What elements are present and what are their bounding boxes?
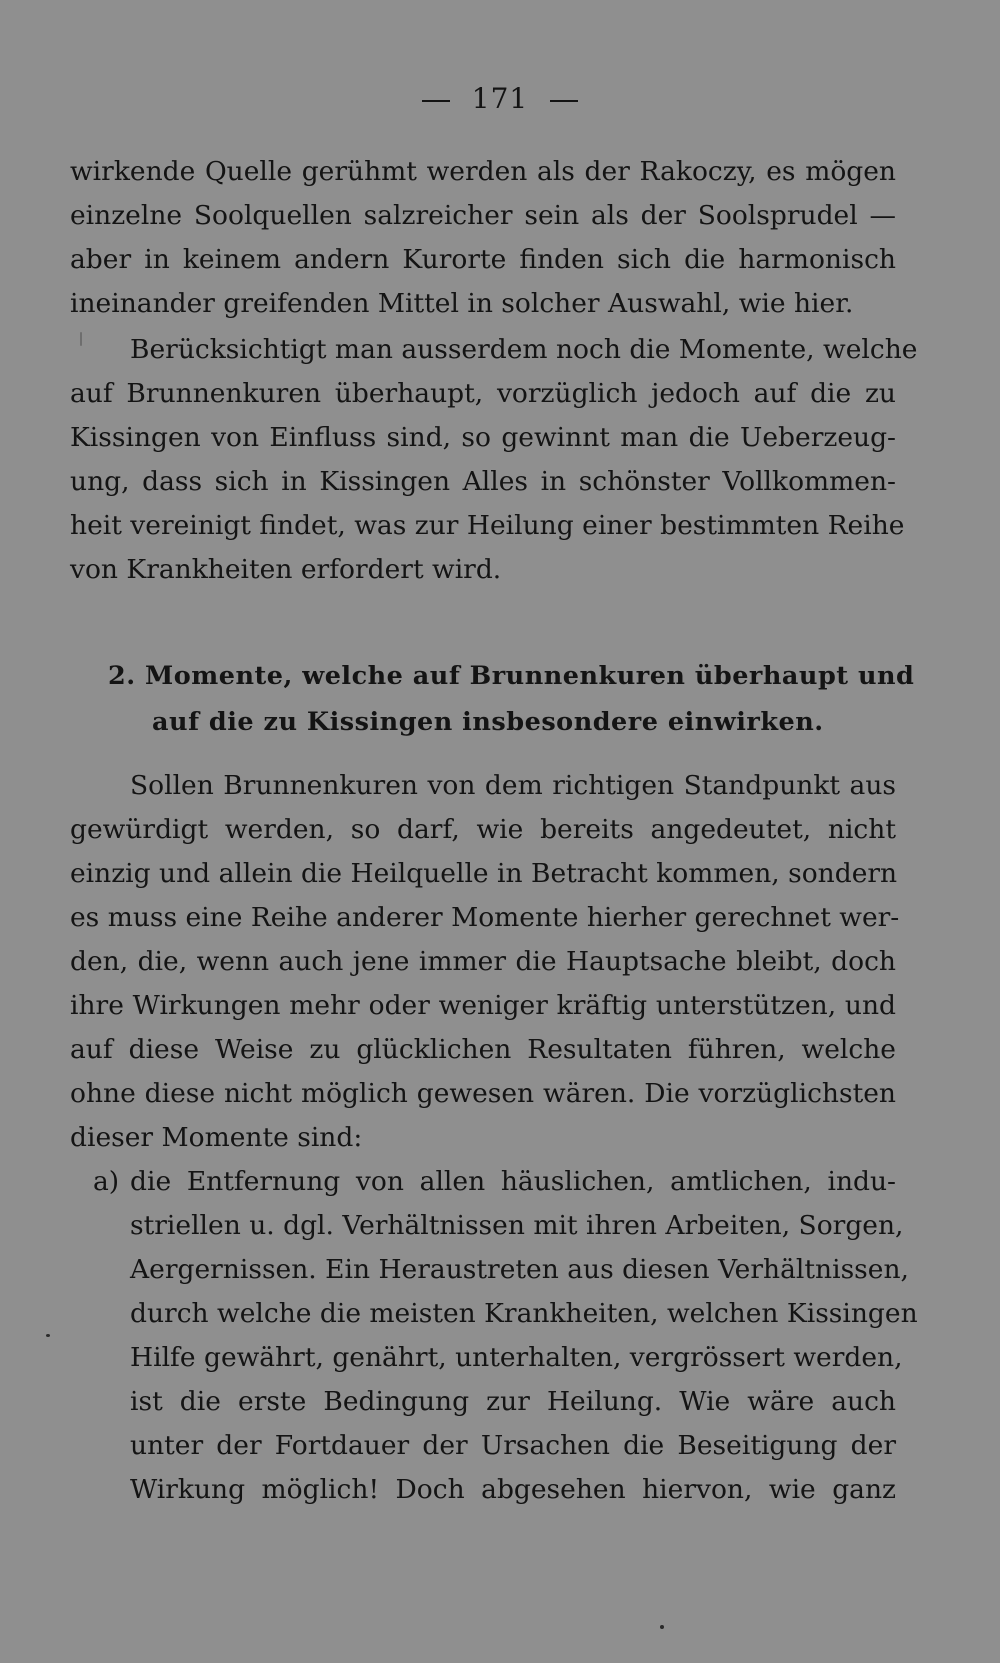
paragraph-2-line: ung, dass sich in Kissingen Alles in schönster Vollkommen- — [70, 466, 896, 497]
paragraph-3-line: den, die, wenn auch jene immer die Hauptsache bleibt, doch — [70, 946, 896, 977]
paragraph-3-line: es muss eine Reihe anderer Momente hierher gerechnet wer- — [70, 902, 900, 933]
header-dash-left — [422, 100, 450, 102]
paragraph-1-line: ineinander greifenden Mittel in solcher Auswahl, wie hier. — [70, 288, 854, 319]
scan-speck — [46, 1334, 50, 1337]
scan-speck — [80, 332, 82, 346]
list-item-a-line: unter der Fortdauer der Ursachen die Beseitigung der — [130, 1430, 896, 1461]
paragraph-2-line: auf Brunnenkuren überhaupt, vorzüglich jedoch auf die zu — [70, 378, 896, 409]
section-heading-line-1: 2. Momente, welche auf Brunnenkuren überhaupt und — [108, 661, 915, 691]
list-item-a-line: striellen u. dgl. Verhältnissen mit ihren Arbeiten, Sorgen, — [130, 1210, 904, 1241]
list-marker-a: a) — [93, 1166, 120, 1197]
paragraph-3-line: auf diese Weise zu glücklichen Resultaten führen, welche — [70, 1034, 896, 1065]
paragraph-2-line: von Krankheiten erfordert wird. — [70, 554, 502, 585]
list-item-a-line: durch welche die meisten Krankheiten, welchen Kissingen — [130, 1298, 918, 1329]
paragraph-3-line: einzig und allein die Heilquelle in Betracht kommen, sondern — [70, 858, 898, 889]
list-item-a-line: Hilfe gewährt, genährt, unterhalten, vergrössert werden, — [130, 1342, 903, 1373]
page-header — [0, 82, 1000, 115]
scan-speck — [660, 1625, 664, 1629]
paragraph-3-line: Sollen Brunnenkuren von dem richtigen Standpunkt aus — [130, 770, 896, 801]
page-number: 171 — [471, 82, 529, 115]
section-heading-line-2: auf die zu Kissingen insbesondere einwirken. — [152, 707, 824, 737]
paragraph-3-line: gewürdigt werden, so darf, wie bereits angedeutet, nicht — [70, 814, 896, 845]
paragraph-3-line: dieser Momente sind: — [70, 1122, 363, 1153]
paragraph-1-line: wirkende Quelle gerühmt werden als der Rakoczy, es mögen — [70, 156, 896, 187]
list-item-a-line: Wirkung möglich! Doch abgesehen hiervon, wie ganz — [130, 1474, 896, 1505]
paragraph-2-line: Kissingen von Einfluss sind, so gewinnt man die Ueberzeug- — [70, 422, 896, 453]
paragraph-3-line: ihre Wirkungen mehr oder weniger kräftig unterstützen, und — [70, 990, 896, 1021]
header-dash-right — [550, 100, 578, 102]
paragraph-2-line: Berücksichtigt man ausserdem noch die Momente, welche — [130, 334, 918, 365]
list-item-a-line: ist die erste Bedingung zur Heilung. Wie wäre auch — [130, 1386, 896, 1417]
paragraph-2-line: heit vereinigt findet, was zur Heilung einer bestimmten Reihe — [70, 510, 905, 541]
paragraph-1-line: aber in keinem andern Kurorte finden sich die harmonisch — [70, 244, 896, 275]
paragraph-1-line: einzelne Soolquellen salzreicher sein als der Soolsprudel — — [70, 200, 896, 231]
list-item-a-line: die Entfernung von allen häuslichen, amtlichen, indu- — [130, 1166, 896, 1197]
paragraph-3-line: ohne diese nicht möglich gewesen wären. Die vorzüglichsten — [70, 1078, 896, 1109]
list-item-a-line: Aergernissen. Ein Heraustreten aus diesen Verhältnissen, — [130, 1254, 909, 1285]
